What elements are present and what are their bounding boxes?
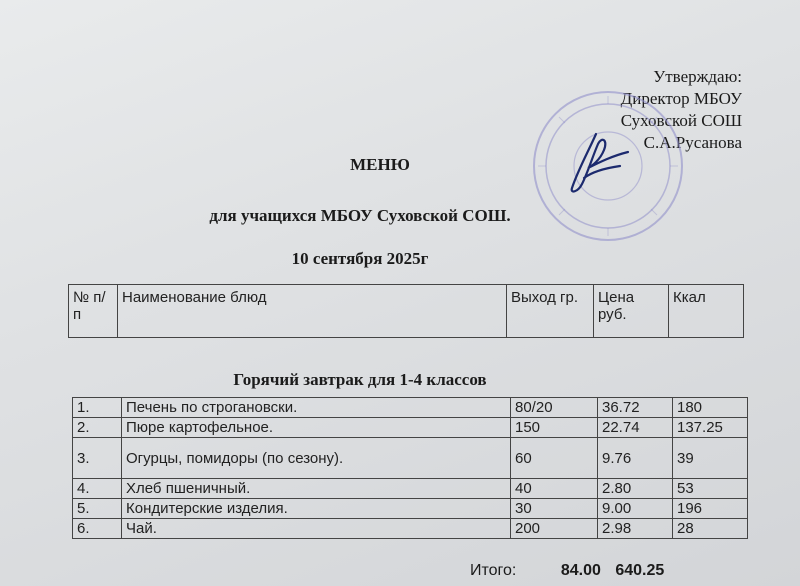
cell-num: 6.	[73, 519, 122, 539]
menu-table	[72, 397, 748, 539]
cell-weight: 150	[511, 418, 598, 438]
cell-kcal: 196	[673, 499, 748, 519]
header-table	[68, 284, 744, 338]
cell-name: Чай.	[122, 519, 511, 539]
total-kcal: 640.25	[615, 562, 665, 579]
total-row	[470, 562, 664, 580]
header-row	[69, 285, 744, 338]
cell-price: 22.74	[598, 418, 673, 438]
table-row	[73, 519, 748, 539]
cell-weight: 200	[511, 519, 598, 539]
total-sum: 84.00	[560, 562, 601, 579]
header-weight: Выход гр.	[507, 285, 594, 338]
table-row	[73, 418, 748, 438]
total-label: Итого:	[470, 562, 517, 579]
cell-num: 1.	[73, 398, 122, 418]
cell-kcal: 53	[673, 479, 748, 499]
cell-price: 9.76	[598, 438, 673, 479]
cell-kcal: 180	[673, 398, 748, 418]
table-row	[73, 479, 748, 499]
table-row	[73, 438, 748, 479]
cell-price: 9.00	[598, 499, 673, 519]
table-row	[73, 398, 748, 418]
page-title: МЕНЮ	[350, 155, 410, 174]
cell-weight: 80/20	[511, 398, 598, 418]
cell-weight: 40	[511, 479, 598, 499]
cell-name: Кондитерские изделия.	[122, 499, 511, 519]
cell-num: 3.	[73, 438, 122, 479]
cell-num: 4.	[73, 479, 122, 499]
table-row	[73, 499, 748, 519]
cell-name: Печень по строгановски.	[122, 398, 511, 418]
menu-date: 10 сентября 2025г	[291, 249, 429, 268]
cell-weight: 60	[511, 438, 598, 479]
cell-num: 2.	[73, 418, 122, 438]
cell-name: Пюре картофельное.	[122, 418, 511, 438]
approval-line-3: Суховской СОШ	[620, 111, 742, 130]
header-num: № п/п	[69, 285, 118, 338]
cell-weight: 30	[511, 499, 598, 519]
cell-price: 36.72	[598, 398, 673, 418]
cell-price: 2.80	[598, 479, 673, 499]
cell-kcal: 137.25	[673, 418, 748, 438]
header-kcal: Ккал	[669, 285, 744, 338]
cell-price: 2.98	[598, 519, 673, 539]
cell-num: 5.	[73, 499, 122, 519]
approval-line-1: Утверждаю:	[653, 67, 742, 86]
header-price: Цена руб.	[594, 285, 669, 338]
header-name: Наименование блюд	[118, 285, 507, 338]
section-title: Горячий завтрак для 1-4 классов	[233, 370, 487, 389]
cell-name: Хлеб пшеничный.	[122, 479, 511, 499]
cell-kcal: 28	[673, 519, 748, 539]
cell-name: Огурцы, помидоры (по сезону).	[122, 438, 511, 479]
cell-kcal: 39	[673, 438, 748, 479]
approval-line-4: С.А.Русанова	[643, 133, 742, 152]
page-subtitle: для учащихся МБОУ Суховской СОШ.	[209, 206, 511, 225]
approval-line-2: Директор МБОУ	[620, 89, 742, 108]
